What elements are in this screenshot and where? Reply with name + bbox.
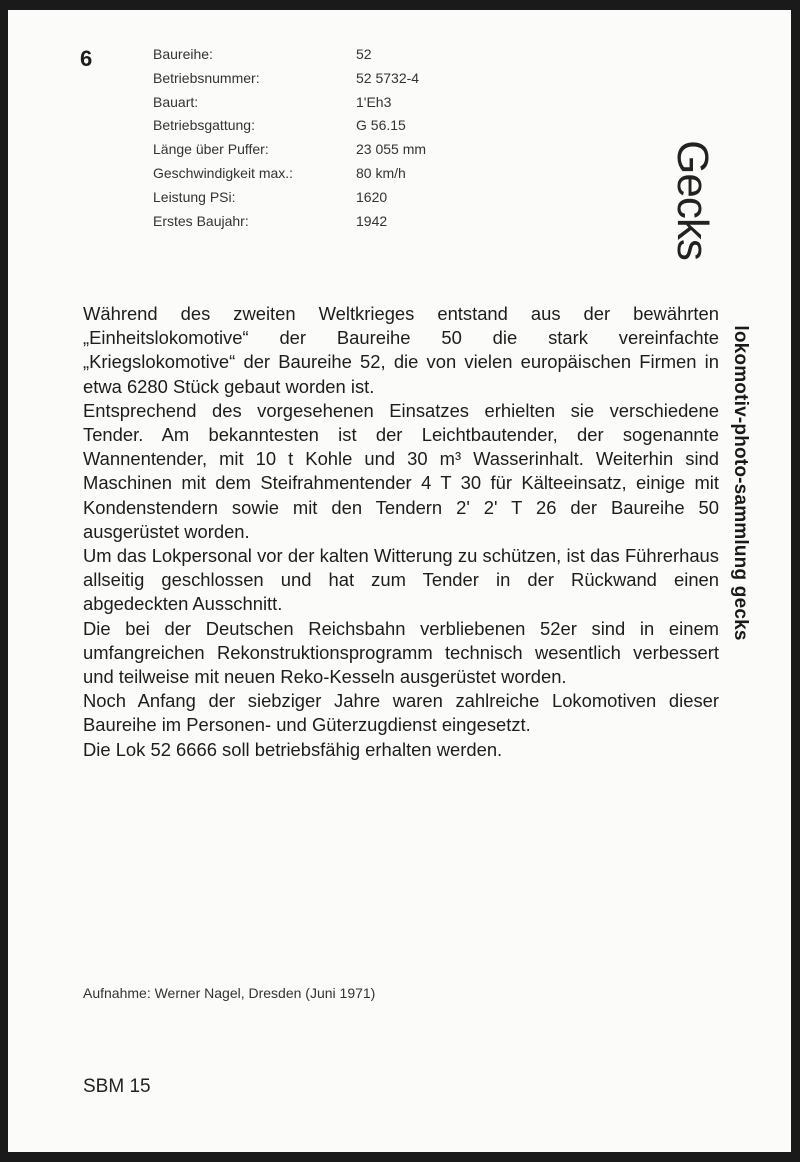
spec-row — [153, 67, 426, 91]
spec-table — [153, 43, 426, 233]
spec-label: Leistung PSi: — [153, 188, 236, 205]
brand-logo-text: Gecks — [668, 140, 717, 260]
spec-row — [153, 114, 426, 138]
spec-label: Betriebsgattung: — [153, 117, 255, 134]
spec-row — [153, 210, 426, 234]
postcard — [8, 10, 791, 1152]
description — [83, 302, 719, 762]
spec-row — [153, 138, 426, 162]
spec-value: 1942 — [356, 212, 388, 229]
spec-value: 23 055 mm — [356, 141, 427, 158]
side-caption-text: lokomotiv-photo-sammlung gecks — [730, 325, 751, 641]
series-code: SBM 15 — [83, 1076, 151, 1097]
paragraph: Um das Lokpersonal vor der kalten Witterung zu schützen, ist das Führerhaus allseitig geschlossen und hat zum Tender in der Rückwand einen abgedeckten Ausschnitt. — [83, 545, 719, 615]
spec-label: Bauart: — [153, 93, 199, 110]
paragraph: Die Lok 52 6666 soll betriebsfähig erhalten werden. — [83, 738, 503, 760]
photo-credit: Aufnahme: Werner Nagel, Dresden (Juni 1971) — [83, 985, 376, 1001]
spec-label: Länge über Puffer: — [153, 141, 269, 158]
brand-logo — [668, 140, 717, 260]
paragraph: Entsprechend des vorgesehenen Einsatzes erhielten sie verschiedene Tender. Am bekanntesten ist der Leichtbautender, der sogenannte Wannentender, mit 10 t Kohle und 30 m³ Wasserinhalt. Weiterhin sind Maschinen mit dem Steifrahmentender 4 T 30 für Kälteeinsatz, einige mit Kondenstendern sowie mit den Tendern 2' 2' T 26 der Baureihe 50 ausgerüstet worden. — [83, 399, 719, 542]
paragraph: Die bei der Deutschen Reichsbahn verbliebenen 52er sind in einem umfangreichen Rekonstruktionsprogramm technisch wesentlich verbessert und teilweise mit neuen Reko-Kesseln ausgerüstet worden. — [83, 617, 719, 688]
spec-row — [153, 43, 426, 67]
spec-value: 80 km/h — [356, 164, 406, 181]
spec-row — [153, 186, 426, 210]
card-number: 6 — [80, 46, 93, 71]
spec-label: Geschwindigkeit max.: — [153, 164, 294, 181]
spec-label: Betriebsnummer: — [153, 69, 260, 86]
side-caption — [720, 308, 760, 658]
paragraph: Noch Anfang der siebziger Jahre waren zahlreiche Lokomotiven dieser Baureihe im Personen- und Güterzugdienst eingesetzt. — [83, 690, 719, 736]
spec-value: 52 5732-4 — [356, 69, 420, 86]
paragraph: Während des zweiten Weltkrieges entstand aus der bewährten „Einheitslokomotive“ der Baureihe 50 die stark vereinfachte „Kriegslokomotive“ der Baureihe 52, die von vielen europäischen Firmen in etwa 6280 Stück gebaut worden ist. — [83, 303, 719, 397]
spec-label: Baureihe: — [153, 46, 213, 62]
spec-row — [153, 91, 426, 115]
spec-label: Erstes Baujahr: — [153, 212, 249, 229]
spec-row — [153, 162, 426, 186]
spec-value: 1'Eh3 — [356, 93, 392, 110]
spec-value: 1620 — [356, 188, 388, 205]
spec-value: 52 — [356, 46, 372, 62]
spec-value: G 56.15 — [356, 117, 406, 134]
